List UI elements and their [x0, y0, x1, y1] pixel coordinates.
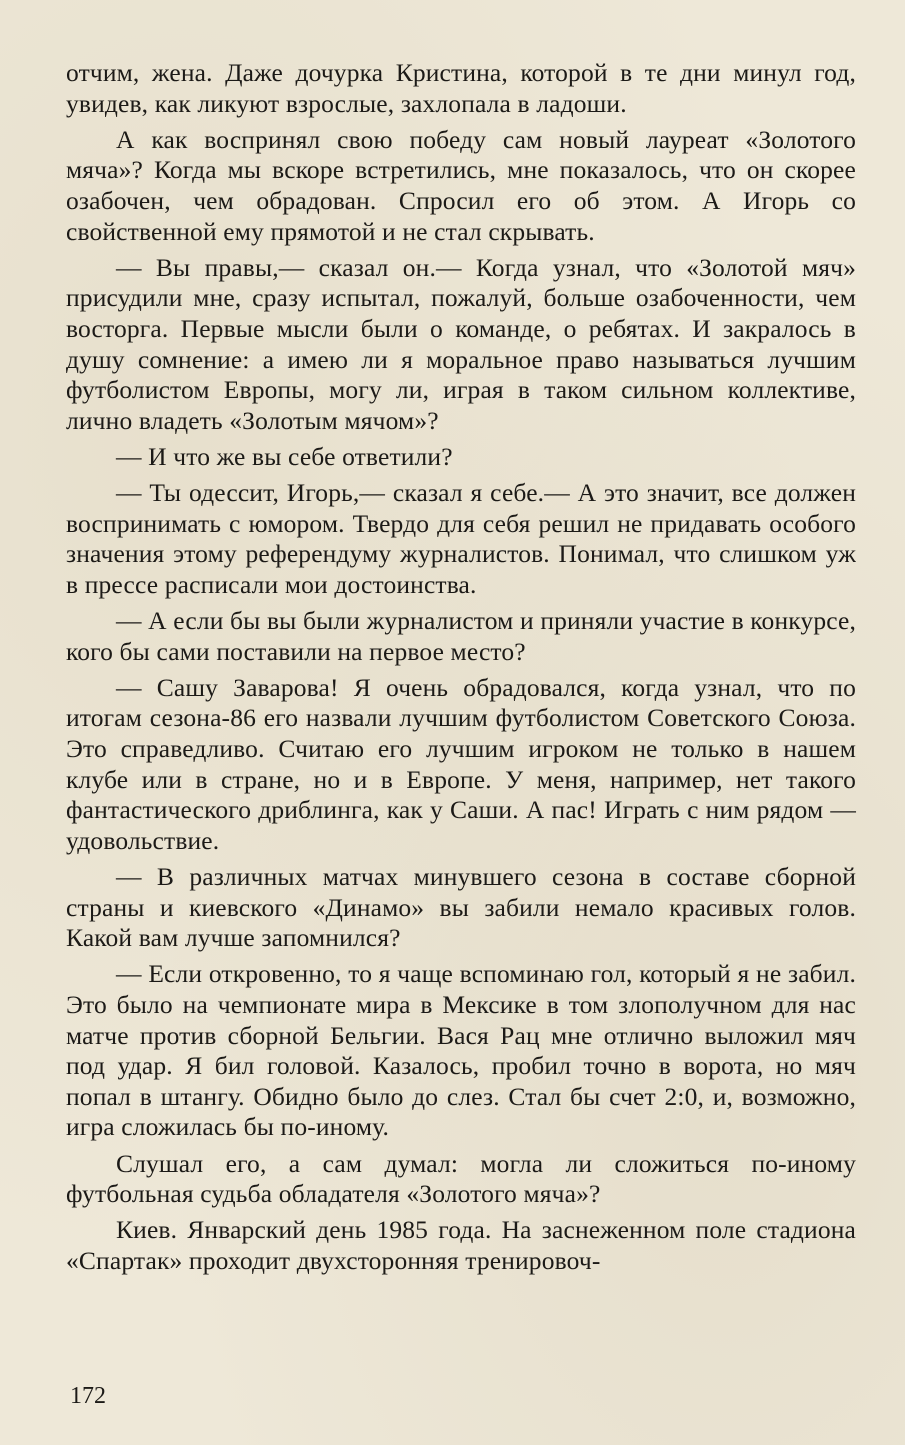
paragraph: — Ты одессит, Игорь,— сказал я себе.— А это значит, все должен воспринимать с юмором. Твердо для себя решил не придавать особого значения этому референдуму журналистов. Понимал, что слишком уж в прессе расписали мои достоинства.	[66, 478, 856, 599]
paragraph: Слушал его, а сам думал: могла ли сложиться по-иному футбольная судьба обладателя «Золотого мяча»?	[66, 1148, 856, 1209]
paragraph: отчим, жена. Даже дочурка Кристина, которой в те дни минул год, увидев, как ликуют взрослые, захлопала в ладоши.	[66, 58, 856, 118]
paragraph: — В различных матчах минувшего сезона в составе сборной страны и киевского «Динамо» вы забили немало красивых голов. Какой вам лучше запомнился?	[66, 862, 856, 953]
paragraph: Киев. Январский день 1985 года. На заснеженном поле стадиона «Спартак» проходит двухсторонняя тренировоч-	[66, 1215, 856, 1275]
paragraph: — Вы правы,— сказал он.— Когда узнал, что «Золотой мяч» присудили мне, сразу испытал, пожалуй, больше озабоченности, чем восторга. Первые мысли были о команде, о ребятах. И закралось в душу сомнение: а имею ли я моральное право называться лучшим футболистом Европы, могу ли, играя в таком сильном коллективе, лично владеть «Золотым мячом»?	[66, 252, 856, 435]
paragraph: А как воспринял свою победу сам новый лауреат «Золотого мяча»? Когда мы вскоре встретились, мне показалось, что он скорее озабочен, чем обрадован. Спросил его об этом. А Игорь со свойственной ему прямотой и не стал скрывать.	[66, 124, 856, 246]
paragraph: — Если откровенно, то я чаще вспоминаю гол, который я не забил. Это было на чемпионате мира в Мексике в том злополучном для нас матче против сборной Бельгии. Вася Рац мне отлично выложил мяч под удар. Я бил головой. Казалось, пробил точно в ворота, но мяч попал в штангу. Обидно было до слез. Стал бы счет 2:0, и, возможно, игра сложилась бы по-иному.	[66, 959, 856, 1142]
body-text	[66, 58, 856, 1277]
paragraph: — А если бы вы были журналистом и приняли участие в конкурсе, кого бы сами поставили на первое место?	[66, 606, 856, 666]
paragraph: — И что же вы себе ответили?	[116, 441, 453, 471]
page-number: 172	[70, 1383, 106, 1409]
paragraph: — Сашу Заварова! Я очень обрадовался, когда узнал, что по итогам сезона-86 его назвали лучшим футболистом Советского Союза. Это справедливо. Считаю его лучшим игроком не только в нашем клубе или в стране, но и в Европе. У меня, например, нет такого фантастического дриблинга, как у Саши. А пас! Играть с ним рядом — удовольствие.	[66, 672, 856, 855]
